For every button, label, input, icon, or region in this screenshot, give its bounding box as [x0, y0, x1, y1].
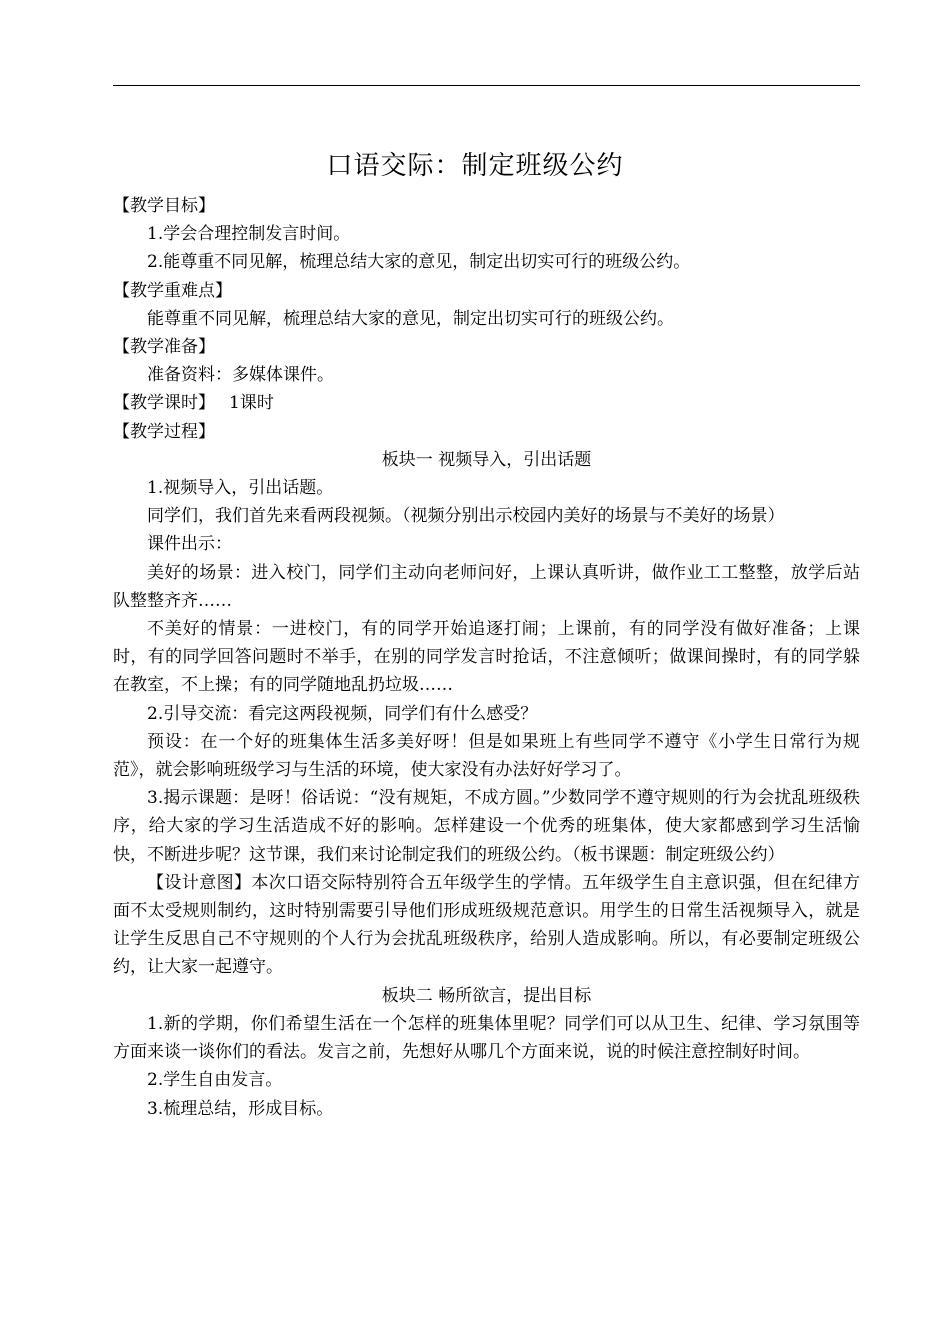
- block2-title: 板块二 畅所欲言，提出目标: [381, 985, 592, 1006]
- block1-paragraph: 课件出示：: [147, 534, 232, 555]
- block1-paragraph: 美好的场景：进入校门，同学们主动向老师问好，上课认真听讲，做作业工工整整，放学后站队整整齐齐……: [113, 562, 860, 611]
- process-heading: 【教学过程】: [113, 421, 215, 442]
- block2-paragraph: 3.梳理总结，形成目标。: [147, 1098, 334, 1119]
- block1-paragraph: 预设：在一个好的班集体生活多美好呀！但是如果班上有些同学不遵守《小学生日常行为规范》，就会影响班级学习与生活的环境，使大家没有办法好好学习了。: [113, 731, 860, 781]
- block1-paragraph: 3.揭示课题：是呀！俗话说：“没有规矩，不成方圆。”少数同学不遵守规则的行为会扰乱班级秩序，给大家的学习生活造成不好的影响。怎样建设一个优秀的班集体，使大家都感到学习生活愉快，不断进步呢？这节课，我们来讨论制定我们的班级公约。（板书课题：制定班级公约）: [113, 788, 860, 865]
- goal-item-1: 1.学会合理控制发言时间。: [147, 224, 351, 245]
- block1-paragraph: 同学们，我们首先来看两段视频。（视频分别出示校园内美好的场景与不美好的场景）: [147, 506, 785, 527]
- goals-heading: 【教学目标】: [113, 196, 215, 216]
- block1-title: 板块一 视频导入，引出话题: [381, 449, 592, 470]
- class-hours-value: 1课时: [229, 393, 274, 414]
- block1-paragraph: 不美好的情景：一进校门，有的同学开始追逐打闹；上课前，有的同学没有做好准备；上课时，有的同学回答问题时不举手，在别的同学发言时抢话，不注意倾听；做课间操时，有的同学躲在教室，不上操；有的同学随地乱扔垃圾……: [113, 619, 860, 696]
- block2-paragraph: 1.新的学期，你们希望生活在一个怎样的班集体里呢？同学们可以从卫生、纪律、学习氛围等方面来谈一谈你们的看法。发言之前，先想好从哪几个方面来说，说的时候注意控制好时间。: [113, 1013, 860, 1063]
- document-title: 口语交际：制定班级公约: [326, 151, 624, 181]
- block1-paragraph: 2.引导交流：看完这两段视频，同学们有什么感受？: [147, 703, 538, 724]
- key-points-text: 能尊重不同见解，梳理总结大家的意见，制定出切实可行的班级公约。: [147, 308, 674, 329]
- preparation-heading: 【教学准备】: [113, 337, 215, 358]
- header-rule: [113, 85, 860, 86]
- document-body: [113, 192, 860, 1123]
- block1-paragraph: 1.视频导入，引出话题。: [147, 478, 334, 499]
- goal-item-2: 2.能尊重不同见解，梳理总结大家的意见，制定出切实可行的班级公约。: [147, 252, 691, 273]
- preparation-text: 准备资料：多媒体课件。: [147, 365, 334, 386]
- class-hours-heading: 【教学课时】: [113, 393, 215, 414]
- design-intent-paragraph: 【设计意图】本次口语交际特别符合五年级学生的学情。五年级学生自主意识强，但在纪律方面不太受规则制约，这时特别需要引导他们形成班级规范意识。用学生的日常生活视频导入，就是让学生反思自己不守规则的个人行为会扰乱班级秩序，给别人造成影响。所以，有必要制定班级公约，让大家一起遵守。: [113, 872, 860, 978]
- key-points-heading: 【教学重难点】: [113, 280, 232, 301]
- class-hours-line: [113, 389, 860, 417]
- block2-paragraph: 2.学生自由发言。: [147, 1070, 283, 1091]
